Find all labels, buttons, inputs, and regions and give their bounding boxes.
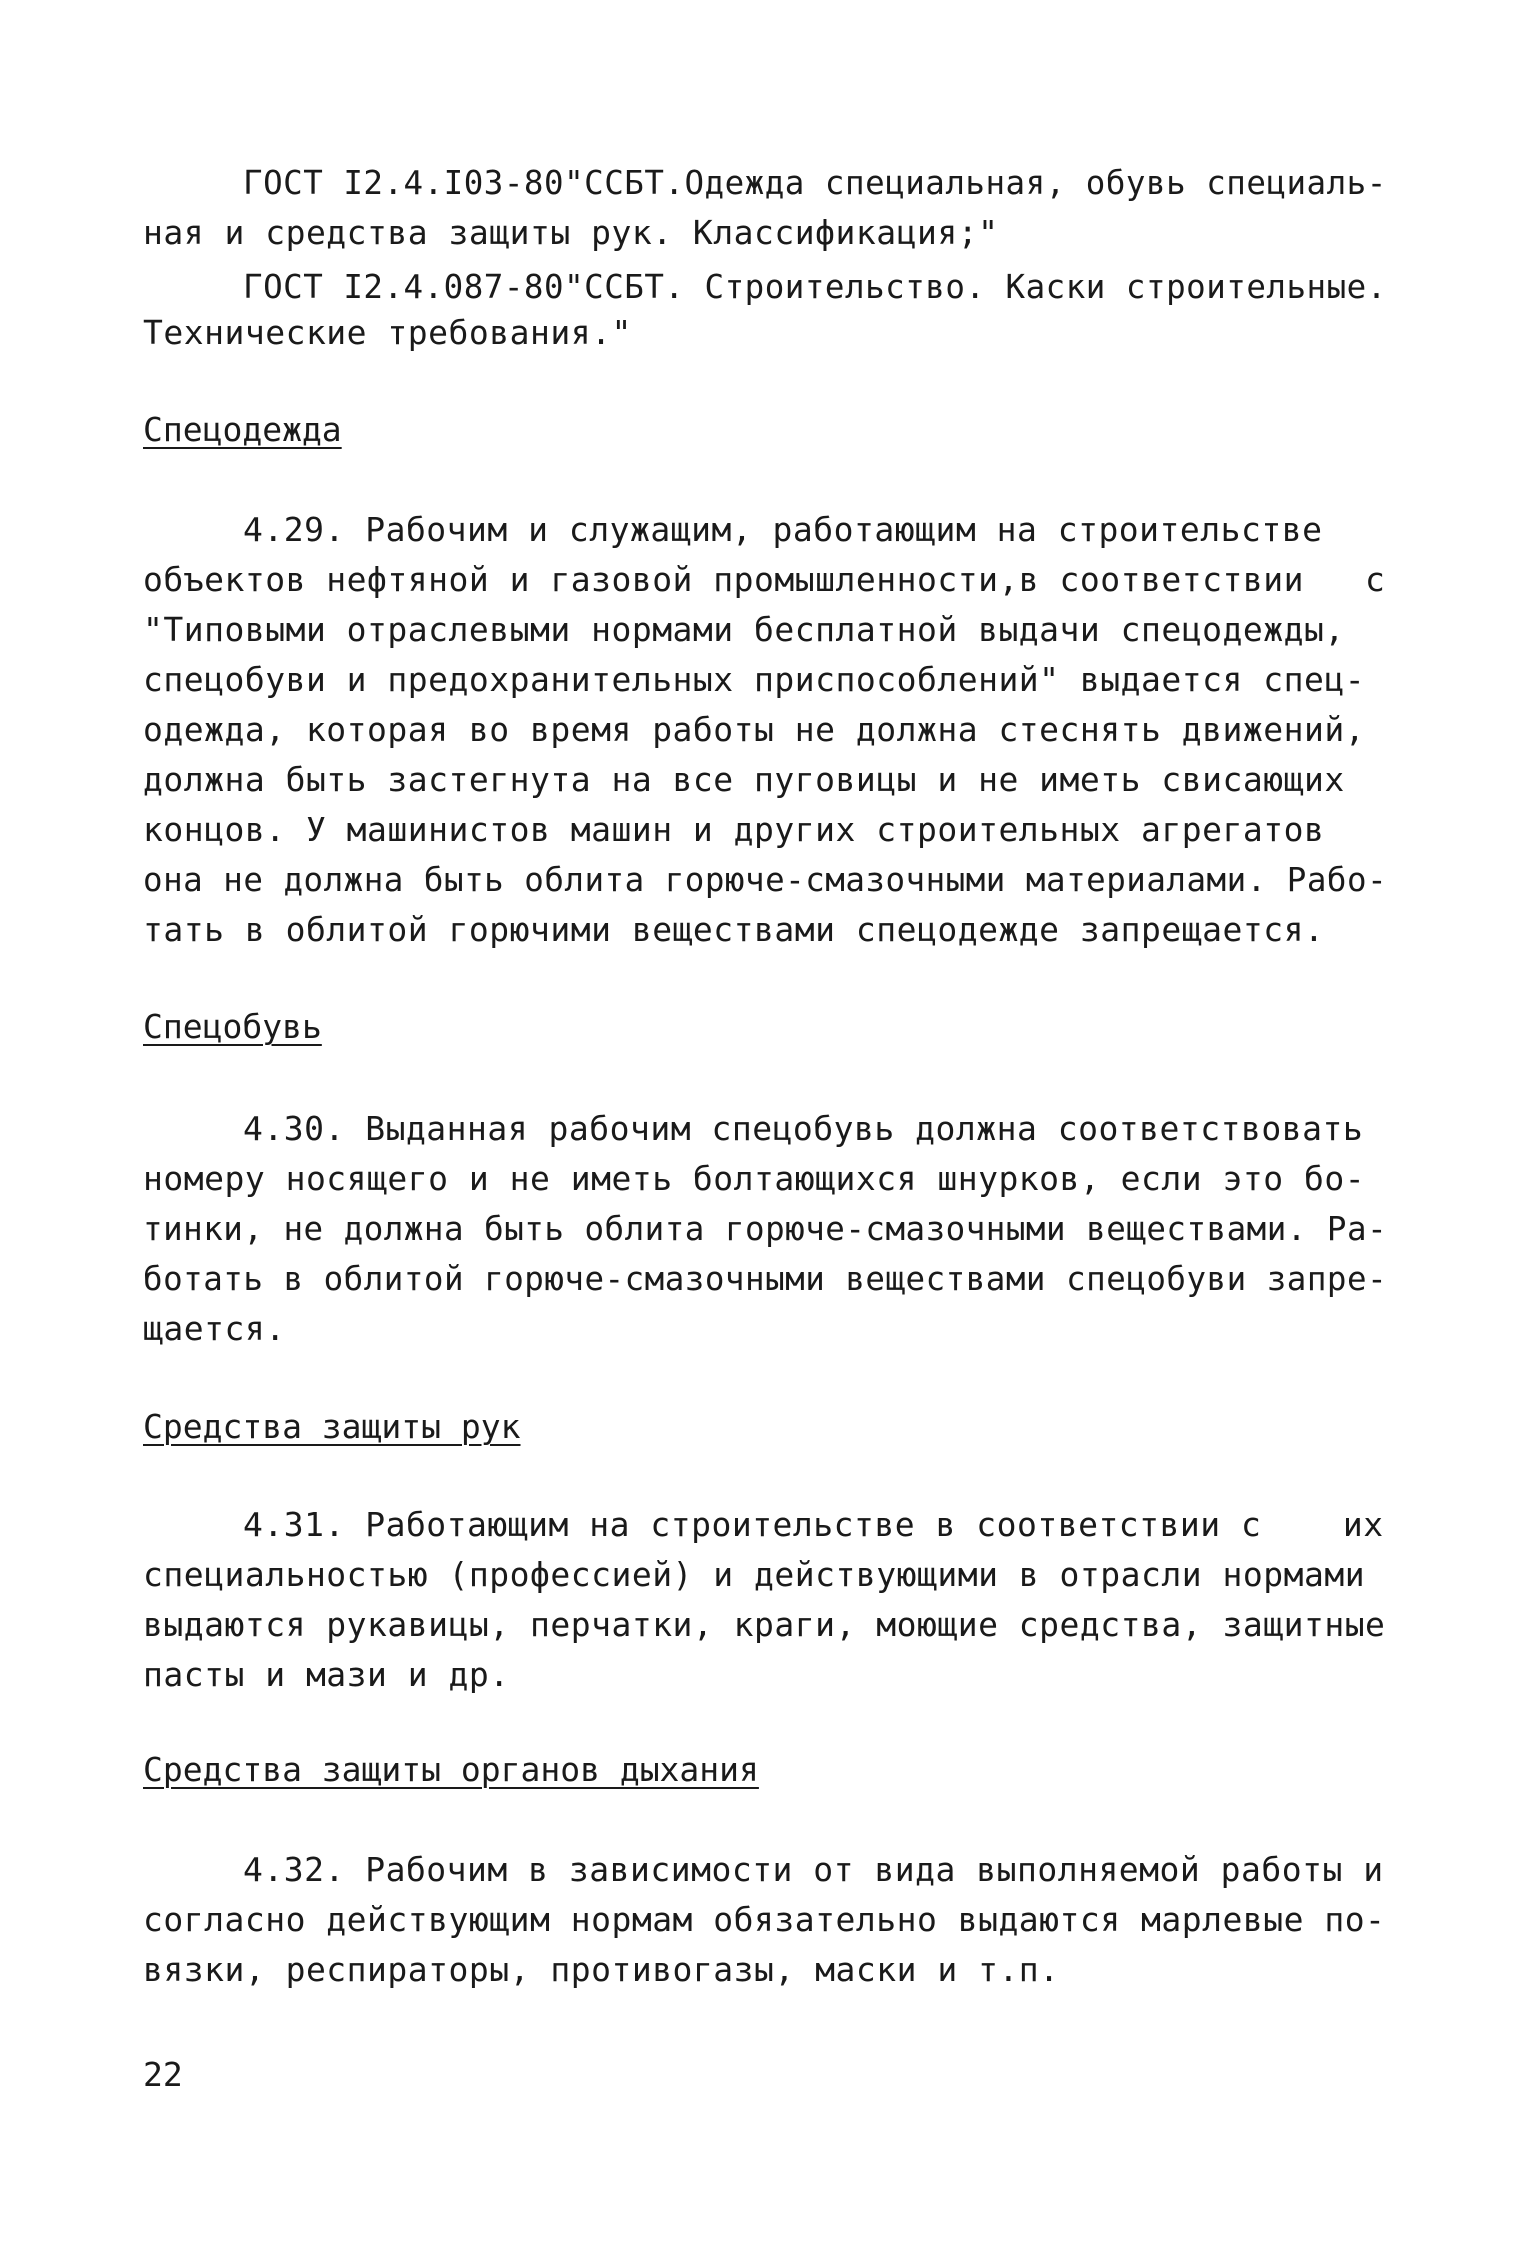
paragraph-line: 4.30. Выданная рабочим спецобувь должна соответствовать — [243, 1109, 1364, 1148]
paragraph-line: спецобуви и предохранительных приспособлений" выдается спец- — [143, 660, 1366, 699]
reference-line: ГОСТ I2.4.087-80"ССБТ. Строительство. Каски строительные. — [243, 268, 1387, 306]
paragraph-line: специальностью (профессией) и действующими в отрасли нормами — [143, 1555, 1366, 1594]
paragraph-line: тинки, не должна быть облита горюче-смазочными веществами. Ра- — [143, 1210, 1388, 1248]
paragraph-line: 4.32. Рабочим в зависимости от вида выполняемой работы и — [243, 1850, 1384, 1889]
paragraph-line: "Типовыми отраслевыми нормами бесплатной выдачи спецодежды, — [143, 610, 1345, 649]
section-heading: Средства защиты рук — [143, 1407, 521, 1446]
reference-line: ная и средства защиты рук. Классификация;" — [143, 213, 999, 252]
reference-line: ГОСТ I2.4.I03-80"ССБТ.Одежда специальная, обувь специаль- — [243, 164, 1387, 202]
section-heading: Средства защиты органов дыхания — [143, 1750, 759, 1789]
paragraph-line: вязки, респираторы, противогазы, маски и т.п. — [143, 1950, 1060, 1989]
paragraph-line: согласно действующим нормам обязательно выдаются марлевые по- — [143, 1900, 1386, 1939]
paragraph-line: ботать в облитой горюче-смазочными веществами спецобуви запре- — [143, 1260, 1388, 1298]
paragraph-line: концов. У машинистов машин и других строительных агрегатов — [143, 810, 1325, 849]
paragraph-line: объектов нефтяной и газовой промышленности,в соответствии с — [143, 560, 1386, 599]
paragraph-line: щается. — [143, 1309, 286, 1348]
paragraph-line: одежда, которая во время работы не должна стеснять движений, — [143, 710, 1366, 749]
section-heading: Спецобувь — [143, 1007, 322, 1046]
paragraph-line: 4.29. Рабочим и служащим, работающим на строительстве — [243, 510, 1323, 549]
page-number: 22 — [143, 2055, 183, 2094]
paragraph-line: пасты и мази и др. — [143, 1655, 510, 1694]
paragraph-line: 4.31. Работающим на строительстве в соответствии с их — [243, 1505, 1384, 1544]
section-heading: Спецодежда — [143, 410, 342, 449]
paragraph-line: тать в облитой горючими веществами спецодежде запрещается. — [143, 910, 1325, 949]
paragraph-line: должна быть застегнута на все пуговицы и не иметь свисающих — [143, 760, 1345, 799]
paragraph-line: выдаются рукавицы, перчатки, краги, моющие средства, защитные — [143, 1605, 1386, 1644]
paragraph-line: номеру носящего и не иметь болтающихся шнурков, если это бо- — [143, 1159, 1366, 1198]
paragraph-line: она не должна быть облита горюче-смазочными материалами. Рабо- — [143, 861, 1388, 899]
reference-line: Технические требования." — [143, 313, 632, 352]
